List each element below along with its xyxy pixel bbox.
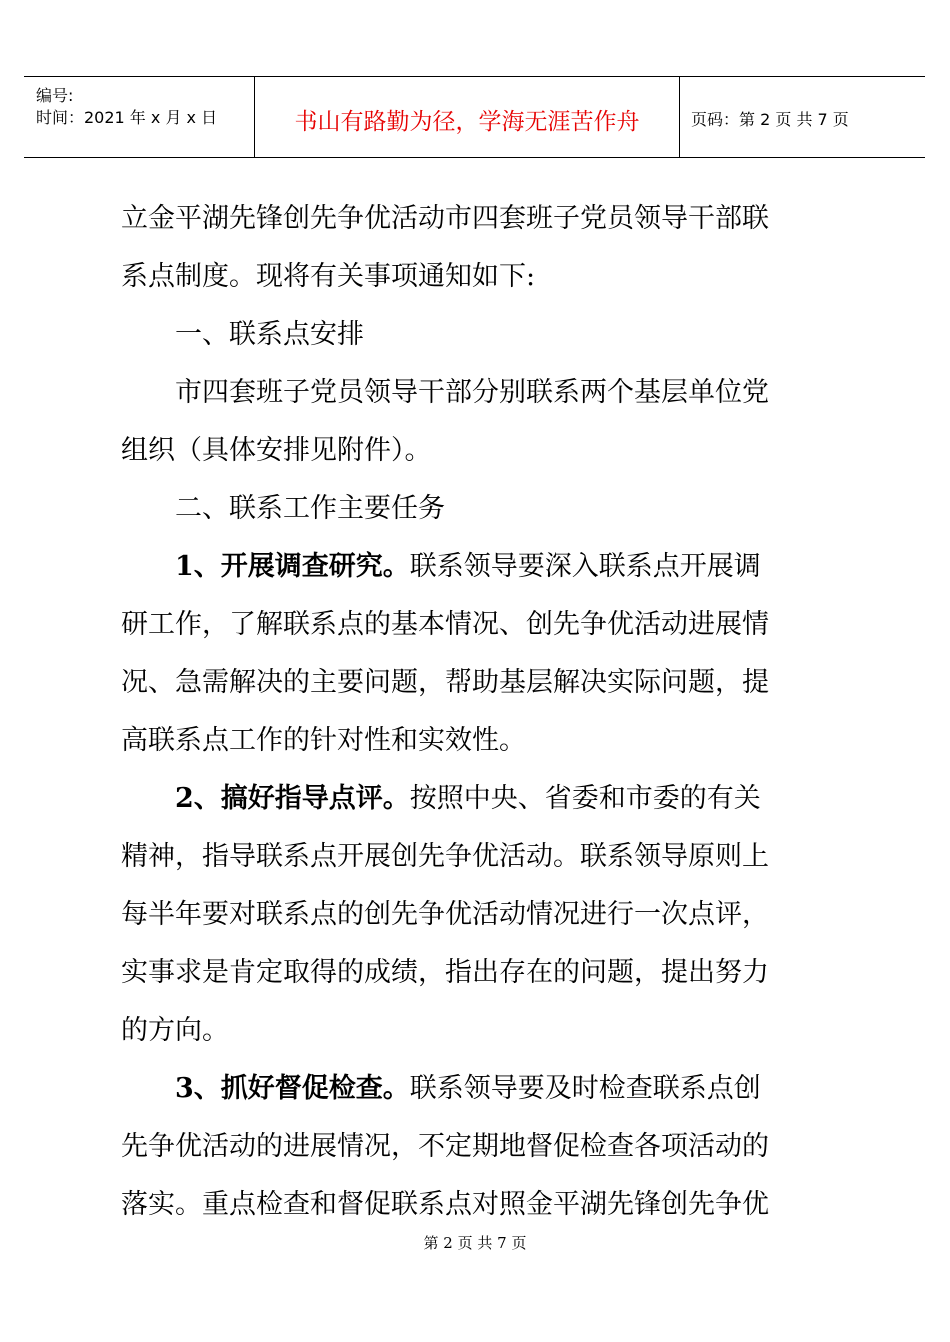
body-line: 立金平湖先锋创先争优活动市四套班子党员领导干部联 <box>121 203 769 234</box>
document-number: 编号: <box>36 86 74 105</box>
item-heading: 1、开展调查研究。 <box>175 551 410 582</box>
body-line: 况、急需解决的主要问题，帮助基层解决实际问题，提 <box>121 667 769 698</box>
body-line <box>121 770 831 828</box>
item-text: 联系领导要深入联系点开展调 <box>409 551 761 582</box>
body-line: 实事求是肯定取得的成绩，指出存在的问题，提出努力 <box>121 957 769 988</box>
body-line <box>121 1060 831 1118</box>
item-heading: 2、搞好指导点评。 <box>175 783 410 814</box>
body-line: 市四套班子党员领导干部分别联系两个基层单位党 <box>175 377 769 408</box>
body-line: 的方向。 <box>121 1015 229 1046</box>
header-meta <box>24 77 254 157</box>
document-body <box>121 190 831 1234</box>
item-heading: 3、抓好督促检查。 <box>175 1073 410 1104</box>
body-line: 研工作，了解联系点的基本情况、创先争优活动进展情 <box>121 609 769 640</box>
section-heading: 一、联系点安排 <box>175 319 364 350</box>
body-line: 系点制度。现将有关事项通知如下: <box>121 261 536 292</box>
body-line <box>121 538 831 596</box>
motto: 书山有路勤为径，学海无涯苦作舟 <box>294 109 640 135</box>
body-line: 高联系点工作的针对性和实效性。 <box>121 725 526 756</box>
body-line: 落实。重点检查和督促联系点对照金平湖先锋创先争优 <box>121 1189 769 1220</box>
header-motto-cell <box>254 77 680 157</box>
item-text: 按照中央、省委和市委的有关 <box>409 783 761 814</box>
section-heading: 二、联系工作主要任务 <box>175 493 445 524</box>
body-line: 精神，指导联系点开展创先争优活动。联系领导原则上 <box>121 841 769 872</box>
header-page-number: 页码：第 2 页 共 7 页 <box>691 110 849 129</box>
header-page-cell <box>679 77 925 157</box>
document-date: 时间：2021 年 x 月 x 日 <box>36 108 218 127</box>
page-footer: 第 2 页 共 7 页 <box>423 1234 527 1252</box>
body-line: 组织（具体安排见附件）。 <box>121 435 432 466</box>
body-line: 先争优活动的进展情况，不定期地督促检查各项活动的 <box>121 1131 769 1162</box>
item-text: 联系领导要及时检查联系点创 <box>409 1073 761 1104</box>
body-line: 每半年要对联系点的创先争优活动情况进行一次点评， <box>121 899 769 930</box>
document-header <box>24 76 925 158</box>
